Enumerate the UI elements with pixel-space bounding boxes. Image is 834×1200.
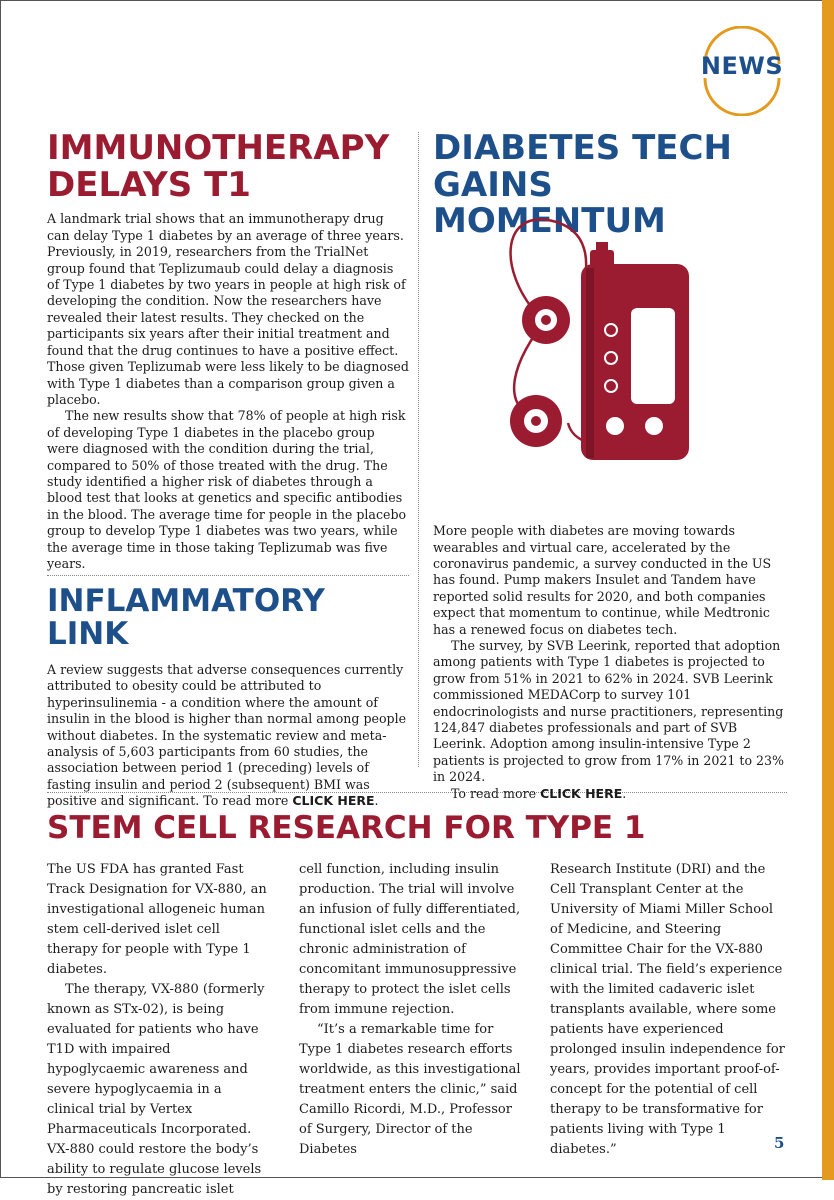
accent-bar	[822, 0, 834, 1180]
article-title: STEM CELL RESEARCH FOR TYPE 1	[47, 810, 646, 846]
title-line: IMMUNOTHERAPY	[47, 128, 390, 168]
title-line: DELAYS T1	[47, 164, 251, 205]
click-here-link[interactable]: CLICK HERE	[292, 793, 375, 809]
title-line: GAINS MOMENTUM	[433, 164, 666, 242]
column-divider	[418, 132, 419, 767]
paragraph-end: .	[374, 793, 379, 809]
paragraph: “It’s a remarkable time for Type 1 diabetes research efforts worldwide, as this investigational treatment enters the clinic,” said Camillo Ricordi, M.D., Professor of Surgery, Director of the Diabetes	[299, 1022, 521, 1157]
paragraph: cell function, including insulin production. The trial will involve an infusion of fully differentiated, functional islet cells and the chronic administration of concomitant immunosuppressive therapy to protect the islet cells from immune rejection.	[299, 862, 521, 1017]
paragraph: A landmark trial shows that an immunotherapy drug can delay Type 1 diabetes by an average of three years. Previously, in 2019, researchers from the TrialNet group found that Teplizumaub could delay a diagnosis of Type 1 diabetes by two years in people at high risk of developing the condition. Now the researchers have revealed their latest results. They checked on the participants six years after their initial treatment and found that the drug continues to have a positive effect. Those given Teplizumab were less likely to be diagnosed with Type 1 diabetes than a comparison group given a placebo.	[47, 211, 409, 407]
paragraph-text: A review suggests that adverse consequences currently attributed to obesity could be attributed to hyperinsulinemia - a condition where the amount of insulin in the blood is higher than normal among people without diabetes. In the systematic review and meta-analysis of 5,603 participants from 60 studies, the association between period 1 (preceding) levels of fasting insulin and period 2 (subsequent) BMI was positive and significant. To read more	[47, 661, 407, 809]
article-title	[47, 130, 409, 203]
paragraph: The survey, by SVB Leerink, reported that adoption among patients with Type 1 diabetes is projected to grow from 51% in 2021 to 62% in 2024. SVB Leerink commissioned MEDACorp to survey 101 endocrinologists and nurse practitioners, representing 124,847 diabetes professionals and part of SVB Leerink. Adoption among insulin-intensive Type 2 patients is projected to grow from 17% in 2021 to 23% in 2024.	[433, 638, 785, 785]
article-inflammatory	[47, 585, 409, 810]
paragraph-end: .	[622, 785, 627, 801]
paragraph-text: To read more	[451, 785, 541, 801]
title-line: DIABETES TECH	[433, 128, 732, 168]
article-immunotherapy	[47, 130, 409, 572]
paragraph	[47, 662, 409, 810]
news-badge	[697, 26, 787, 116]
paragraph: More people with diabetes are moving towards wearables and virtual care, accelerated by the coronavirus pandemic, a survey conducted in the US has found. Pump makers Insulet and Tandem have reported solid results for 2020, and both companies expect that momentum to continue, while Medtronic has a renewed focus on diabetes tech.	[433, 523, 772, 637]
text-column	[550, 860, 788, 1160]
page-number: 5	[774, 1134, 785, 1152]
paragraph: The new results show that 78% of people at high risk of developing Type 1 diabetes in the placebo group were diagnosed with the condition during the trial, compared to 50% of those treated with the drug. The study identified a higher risk of diabetes through a blood test that looks at genetics and specific antibodies in the blood. The average time for people in the placebo group to develop Type 1 diabetes was two years, while the average time in those taking Teplizumab was five years.	[47, 408, 407, 571]
paragraph: The US FDA has granted Fast Track Designation for VX-880, an investigational allogeneic human stem cell-derived islet cell therapy for people with Type 1 diabetes.	[47, 862, 267, 977]
click-here-link[interactable]: CLICK HERE	[540, 785, 623, 801]
section-divider	[47, 575, 409, 576]
paragraph: The therapy, VX-880 (formerly known as STx-02), is being evaluated for patients who have T1D with impaired hypoglycaemic awareness and severe hypoglycaemia in a clinical trial by Vertex Pharmaceuticals Incorporated. VX-880 could restore the body’s ability to regulate glucose levels by restoring pancreatic islet	[47, 982, 265, 1197]
article-title: INFLAMMATORY LINK	[47, 583, 325, 653]
insulin-pump-icon	[478, 208, 718, 470]
paragraph	[433, 786, 789, 802]
article-stem-cell	[47, 810, 792, 1197]
text-column	[299, 860, 521, 1160]
news-label: NEWS	[700, 52, 784, 80]
paragraph: Research Institute (DRI) and the Cell Transplant Center at the University of Miami Miller School of Medicine, and Steering Committee Chair for the VX-880 clinical trial. The field’s experience with the limited cadaveric islet transplants available, where some patients have experienced prolonged insulin independence for years, provides important proof-of-concept for the potential of cell therapy to be transformative for patients living with Type 1 diabetes.”	[550, 862, 785, 1157]
text-column	[47, 860, 269, 1200]
